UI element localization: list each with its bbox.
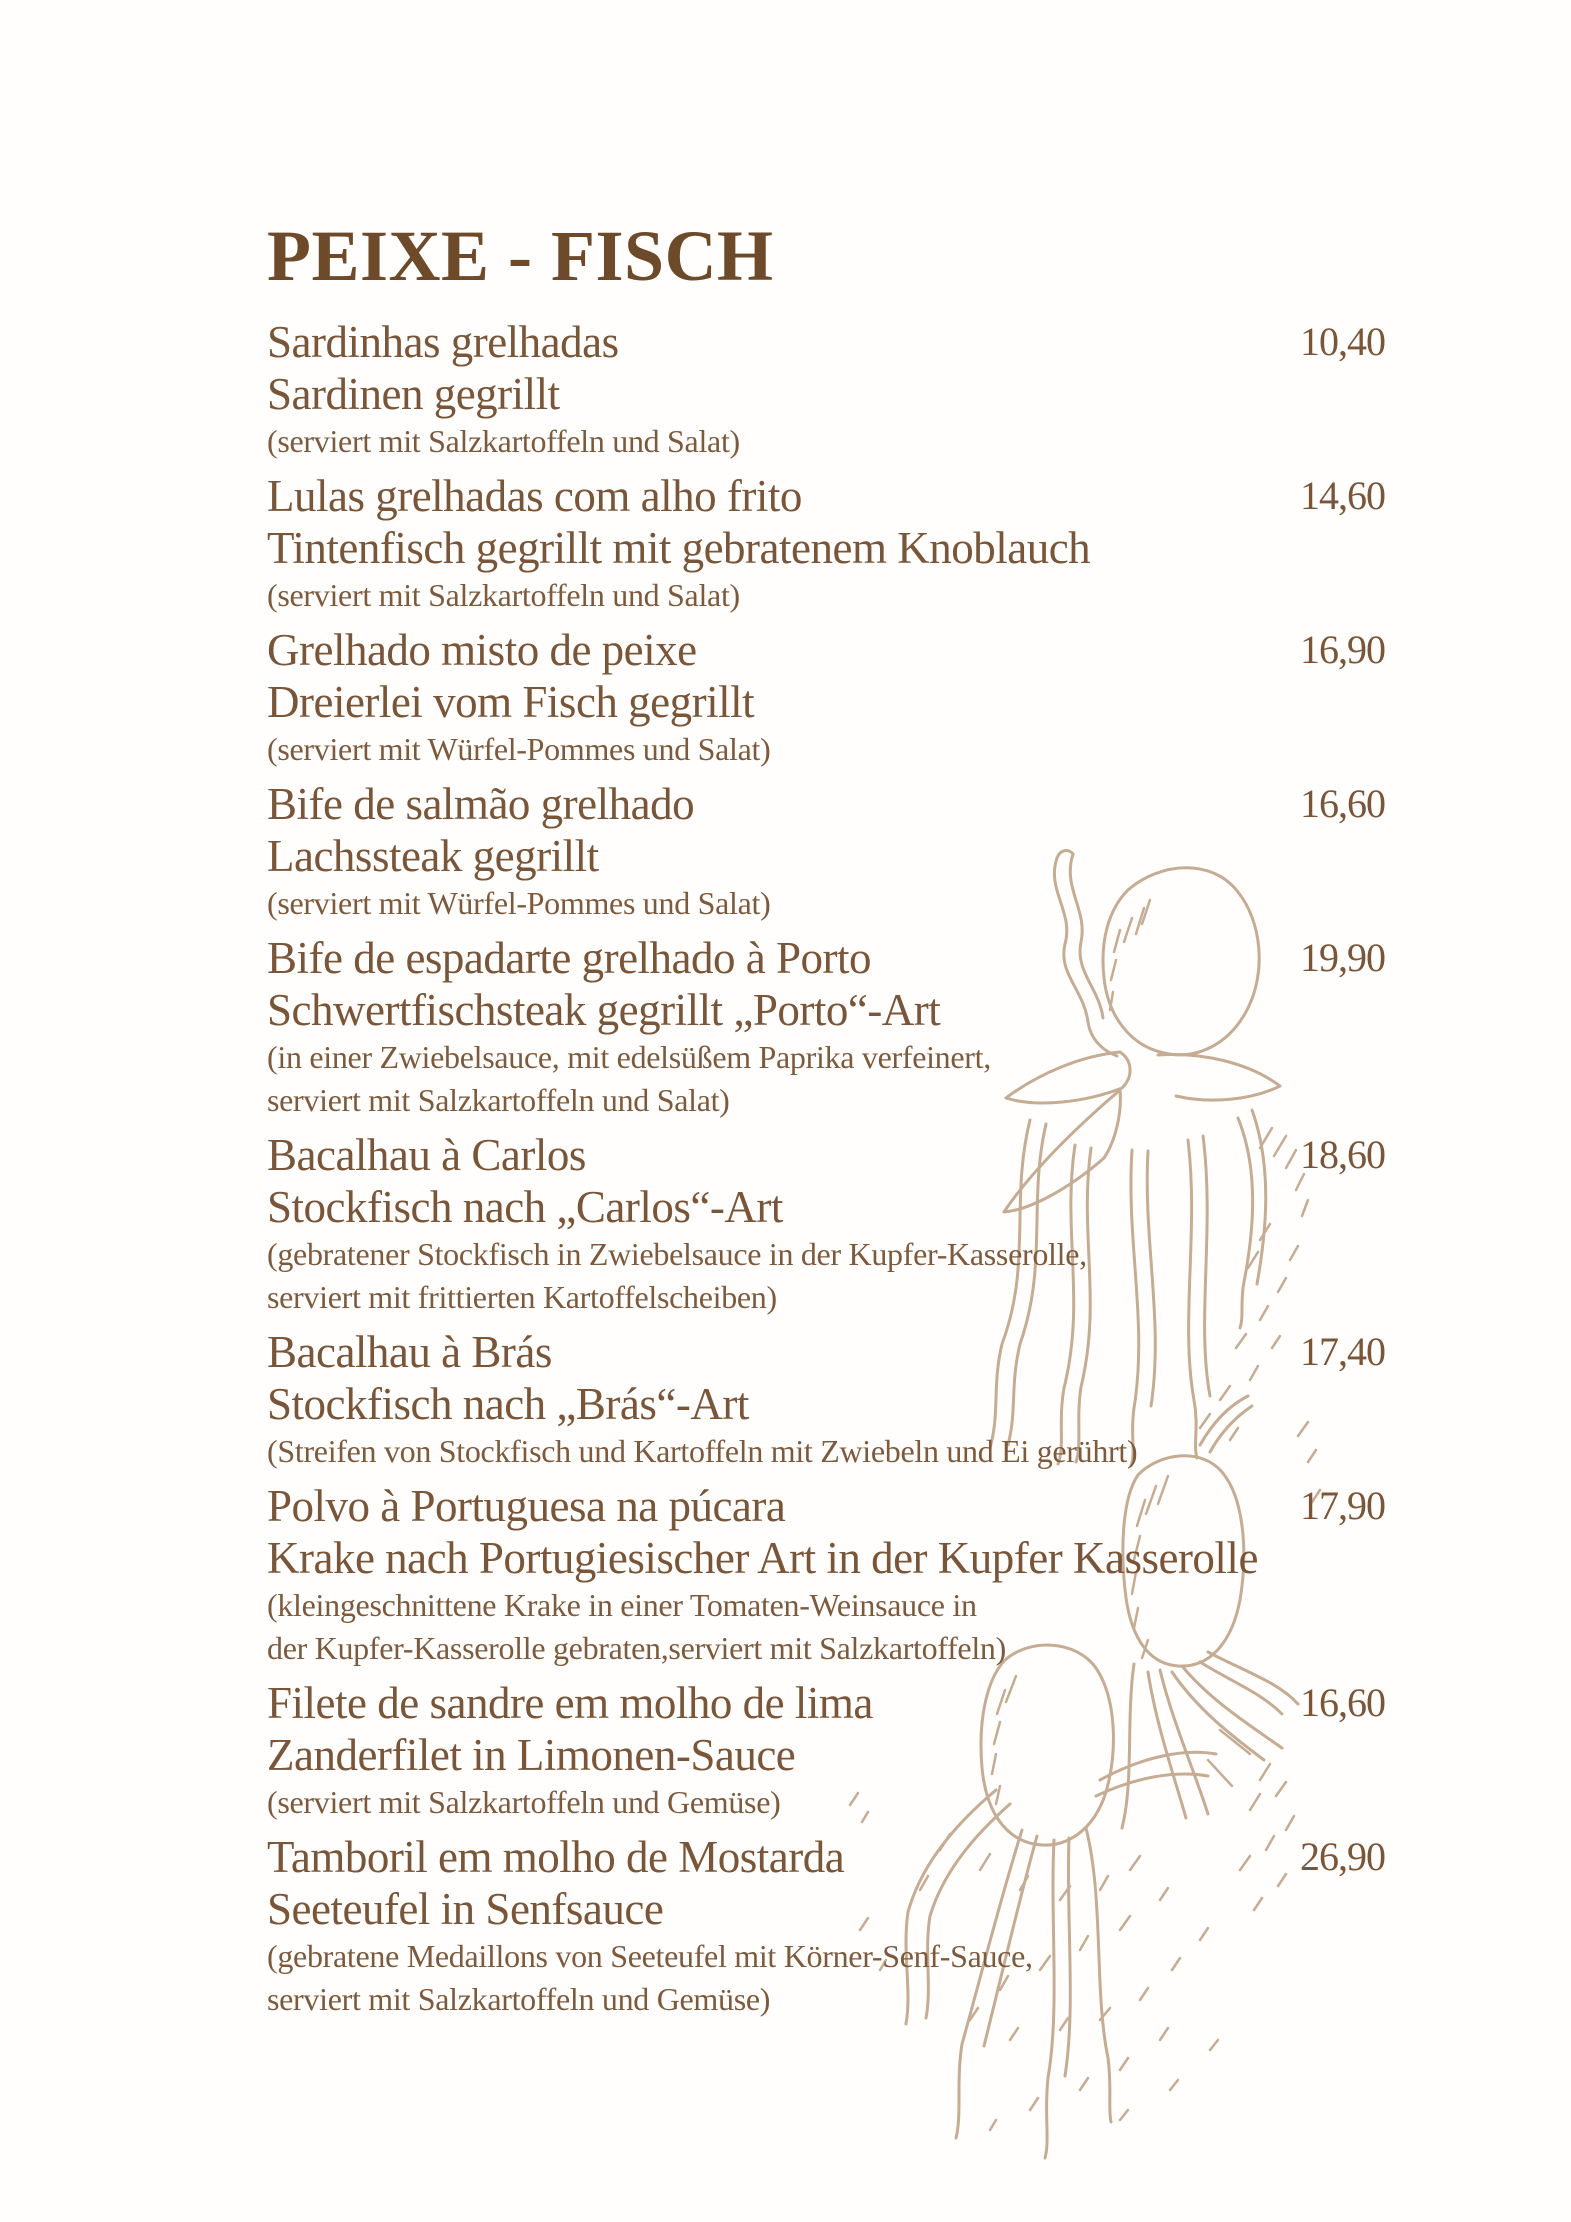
item-names [267,624,1297,728]
item-names [267,932,1297,1036]
item-name-portuguese: Grelhado misto de peixe [267,625,697,675]
item-price: 16,90 [1300,627,1385,672]
item-description-line: serviert mit frittierten Kartoffelscheiben) [267,1279,777,1315]
item-name-german: Stockfisch nach „Carlos“-Art [267,1182,783,1232]
item-name-portuguese: Bife de espadarte grelhado à Porto [267,933,872,983]
menu-item [267,316,1385,463]
item-description-line: (gebratene Medaillons von Seeteufel mit Körner-Senf-Sauce, [267,1938,1033,1974]
item-description-line: der Kupfer-Kasserolle gebraten,serviert mit Salzkartoffeln) [267,1630,1006,1666]
item-names [267,1129,1297,1233]
item-name-german: Sardinen gegrillt [267,369,560,419]
item-description-line: (serviert mit Würfel-Pommes und Salat) [267,731,771,767]
item-name-german: Zanderfilet in Limonen-Sauce [267,1730,796,1780]
item-name-portuguese: Lulas grelhadas com alho frito [267,471,802,521]
item-name-german: Schwertfischsteak gegrillt „Porto“-Art [267,985,941,1035]
item-price: 16,60 [1300,1680,1385,1725]
item-description-line: (gebratener Stockfisch in Zwiebelsauce in der Kupfer-Kasserolle, [267,1236,1087,1272]
item-price: 10,40 [1300,319,1385,364]
item-names [267,1677,1297,1781]
item-description-line: (serviert mit Würfel-Pommes und Salat) [267,885,771,921]
menu-item [267,1326,1385,1473]
item-names [267,1831,1297,1935]
item-names [267,316,1297,420]
item-description-line: serviert mit Salzkartoffeln und Salat) [267,1082,730,1118]
item-price: 16,60 [1300,781,1385,826]
item-name-german: Stockfisch nach „Brás“-Art [267,1379,749,1429]
menu-item-list [267,316,1385,2021]
menu-item [267,470,1385,617]
item-names [267,470,1297,574]
item-description-line: (serviert mit Salzkartoffeln und Salat) [267,577,740,613]
item-name-german: Lachssteak gegrillt [267,831,599,881]
item-name-portuguese: Sardinhas grelhadas [267,317,619,367]
item-name-portuguese: Polvo à Portuguesa na púcara [267,1481,786,1531]
item-name-portuguese: Bacalhau à Brás [267,1327,552,1377]
item-price: 17,90 [1300,1483,1385,1528]
menu-item [267,1129,1385,1319]
item-name-german: Tintenfisch gegrillt mit gebratenem Knoblauch [267,523,1091,573]
item-description-line: (in einer Zwiebelsauce, mit edelsüßem Paprika verfeinert, [267,1039,991,1075]
item-description-line: (Streifen von Stockfisch und Kartoffeln mit Zwiebeln und Ei gerührt) [267,1433,1138,1469]
item-name-portuguese: Bacalhau à Carlos [267,1130,586,1180]
item-description-line: (serviert mit Salzkartoffeln und Salat) [267,423,740,459]
item-price: 19,90 [1300,935,1385,980]
item-name-german: Krake nach Portugiesischer Art in der Kupfer Kasserolle [267,1533,1258,1583]
item-names [267,1480,1297,1584]
item-price: 26,90 [1300,1834,1385,1879]
item-price: 17,40 [1300,1329,1385,1374]
item-name-german: Dreierlei vom Fisch gegrillt [267,677,755,727]
item-name-portuguese: Bife de salmão grelhado [267,779,695,829]
item-names [267,1326,1297,1430]
item-description-line: (serviert mit Salzkartoffeln und Gemüse) [267,1784,781,1820]
item-price: 14,60 [1300,473,1385,518]
menu-item [267,932,1385,1122]
item-name-german: Seeteufel in Senfsauce [267,1884,664,1934]
item-name-portuguese: Tamboril em molho de Mostarda [267,1832,845,1882]
menu-item [267,1677,1385,1824]
item-description-line: (kleingeschnittene Krake in einer Tomaten-Weinsauce in [267,1587,977,1623]
item-description-line: serviert mit Salzkartoffeln und Gemüse) [267,1981,771,2017]
menu-item [267,624,1385,771]
menu [267,218,1385,2028]
item-names [267,778,1297,882]
item-name-portuguese: Filete de sandre em molho de lima [267,1678,873,1728]
menu-item [267,1480,1385,1670]
item-price: 18,60 [1300,1132,1385,1177]
page-title: PEIXE - FISCH [267,216,774,296]
menu-item [267,1831,1385,2021]
menu-item [267,778,1385,925]
